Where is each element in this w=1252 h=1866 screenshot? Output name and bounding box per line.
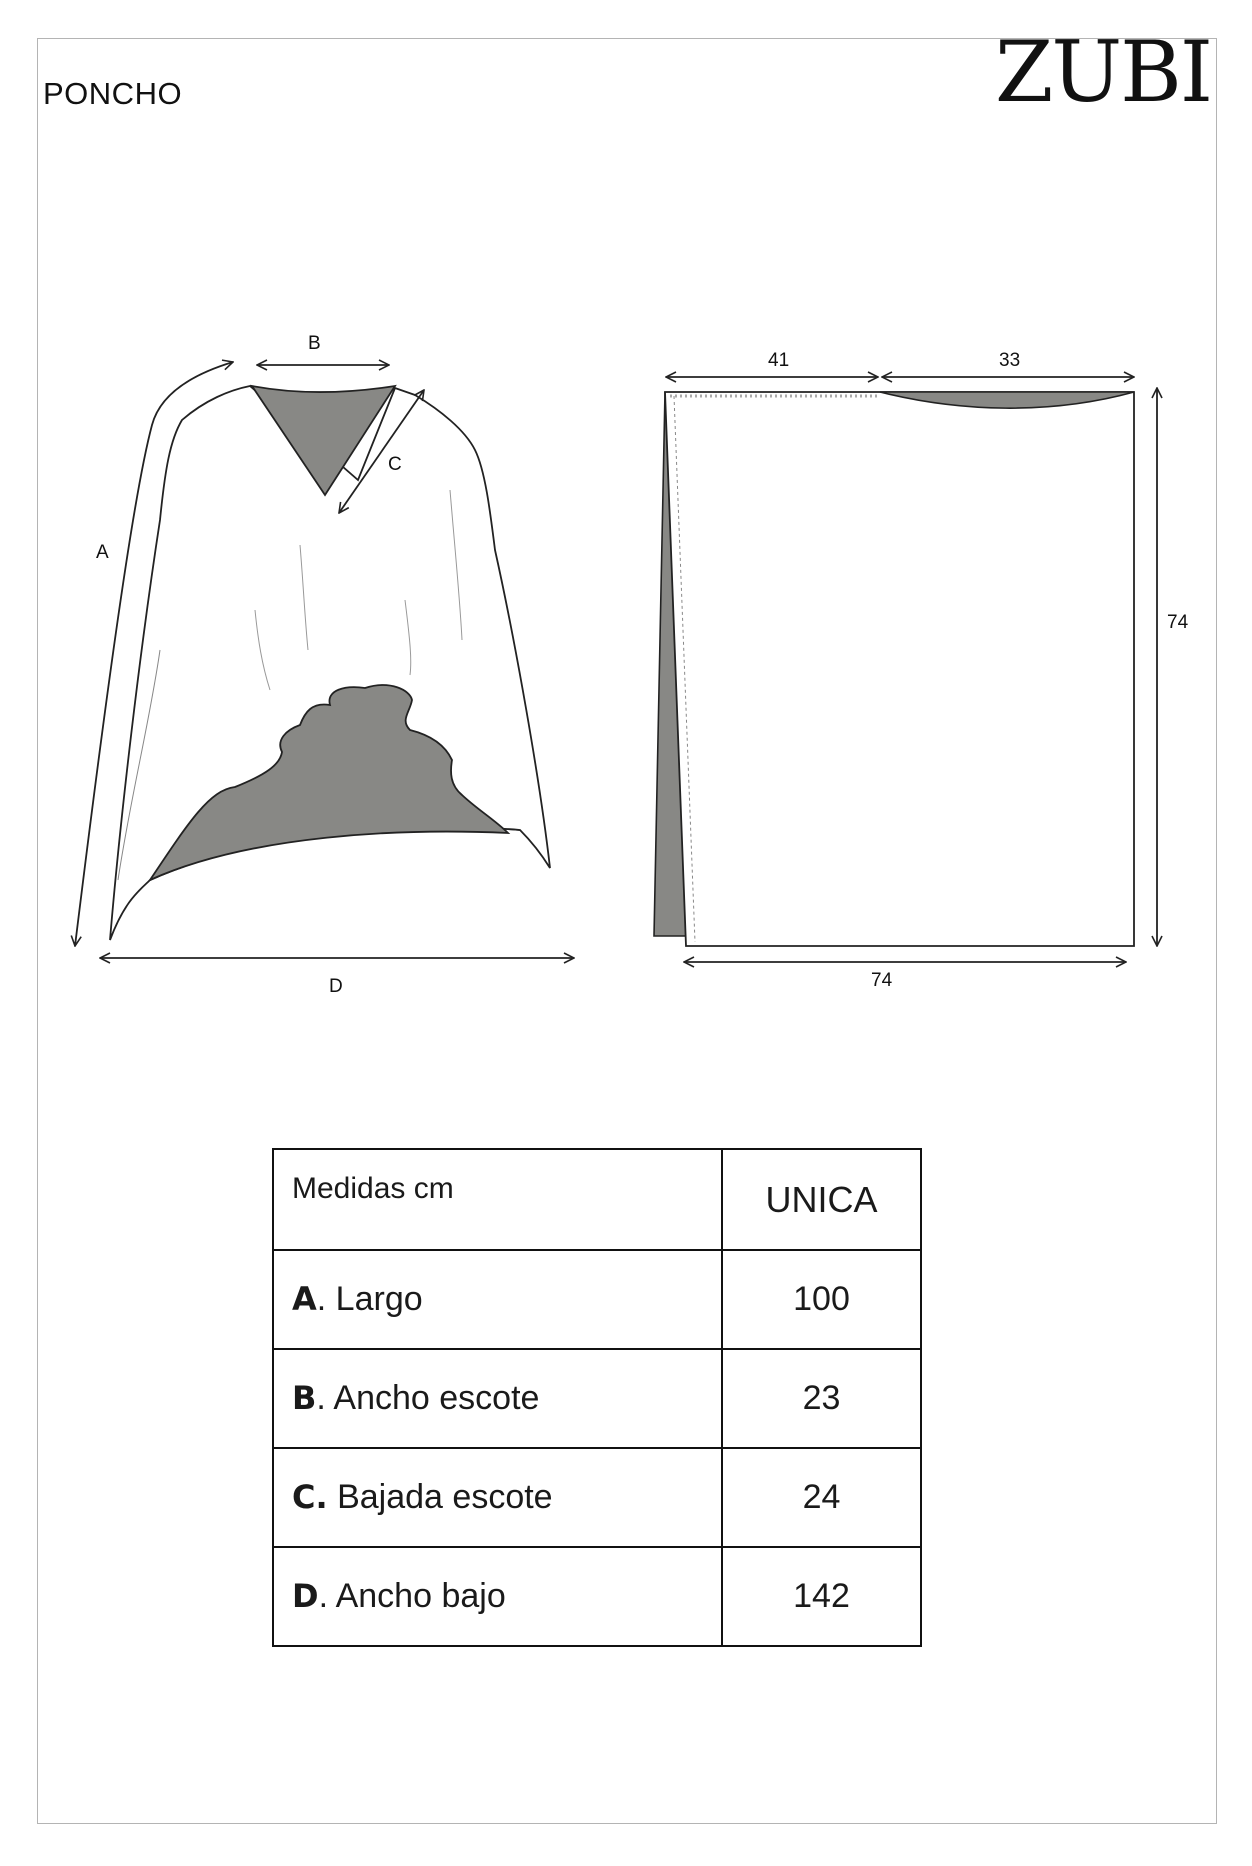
row-separator: .	[316, 1379, 334, 1417]
poncho-front-view	[75, 333, 574, 997]
size-table	[272, 1148, 922, 1647]
label-flat-33: 33	[999, 350, 1021, 371]
flat-panel	[665, 392, 1134, 946]
row-letter: B	[292, 1379, 317, 1417]
label-d: D	[329, 976, 343, 997]
row-letter: A	[292, 1280, 317, 1318]
row-separator: .	[316, 1280, 336, 1318]
label-b: B	[308, 333, 321, 354]
label-c: C	[388, 454, 402, 475]
table-row	[273, 1448, 921, 1547]
brand-logo: ZUBI	[995, 23, 1212, 121]
header-size-cell	[722, 1149, 921, 1250]
label-flat-bottom: 74	[871, 970, 893, 991]
row-value: 100	[722, 1250, 921, 1349]
row-value: 24	[722, 1448, 921, 1547]
table-row	[273, 1547, 921, 1646]
row-label: Ancho escote	[333, 1379, 540, 1417]
header-measure: Medidas cm	[292, 1171, 454, 1205]
table-row	[273, 1250, 921, 1349]
row-label: Ancho bajo	[335, 1577, 506, 1615]
table-row	[273, 1349, 921, 1448]
row-label: Bajada escote	[337, 1478, 553, 1516]
label-a: A	[96, 542, 109, 563]
header-measure-cell	[273, 1149, 722, 1250]
header-size: UNICA	[765, 1178, 878, 1220]
row-value: 142	[722, 1547, 921, 1646]
row-value: 23	[722, 1349, 921, 1448]
row-letter: C.	[292, 1478, 328, 1516]
row-label: Largo	[335, 1280, 423, 1318]
row-separator: .	[318, 1577, 336, 1615]
table-header-row	[273, 1149, 921, 1250]
page-title: PONCHO	[43, 76, 183, 111]
poncho-flat-view	[654, 350, 1189, 991]
label-flat-height: 74	[1167, 612, 1189, 633]
label-flat-41: 41	[768, 350, 790, 371]
row-letter: D	[292, 1577, 319, 1615]
row-separator	[328, 1478, 337, 1516]
